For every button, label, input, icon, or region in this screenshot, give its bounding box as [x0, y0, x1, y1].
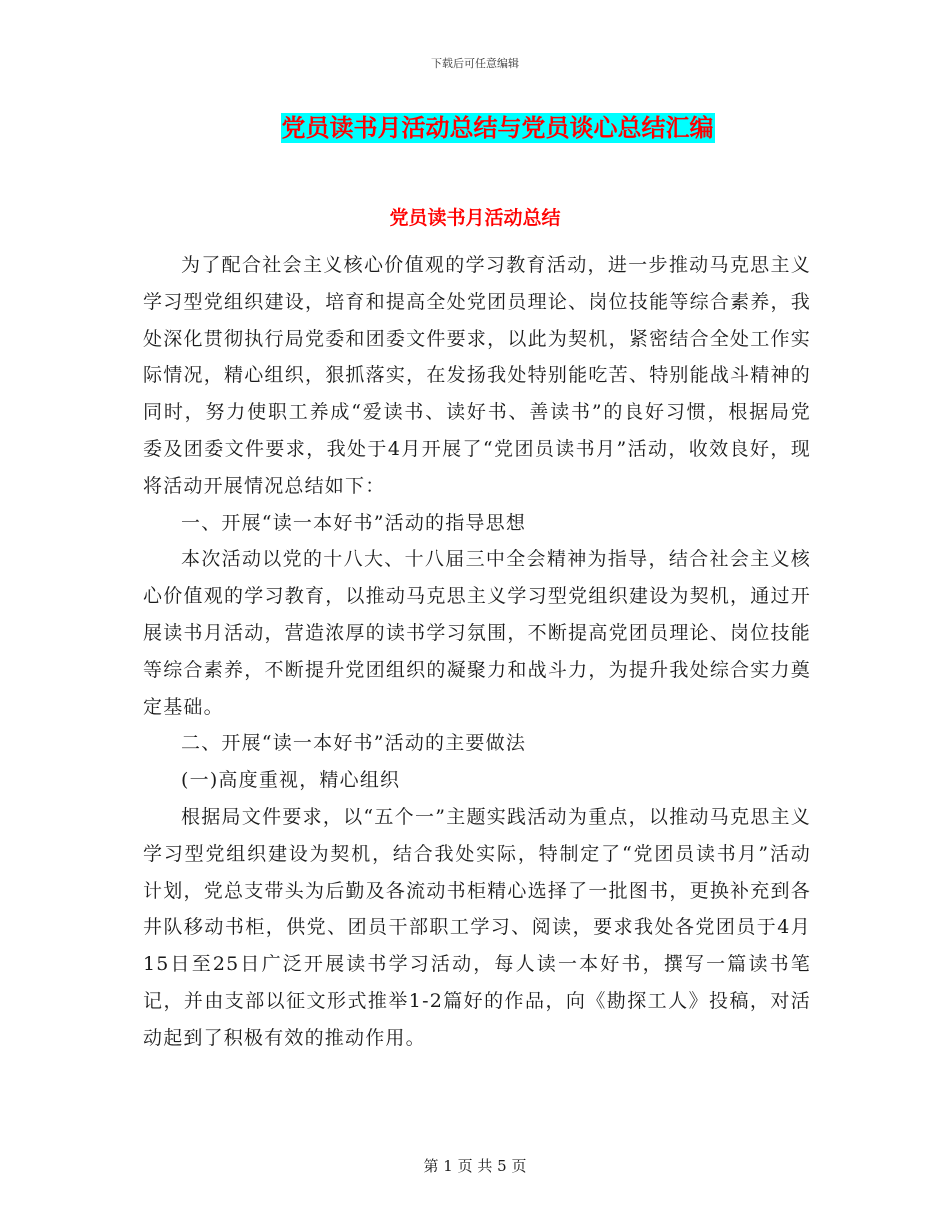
- paragraph-subheading-1: (一)高度重视，精心组织: [181, 769, 401, 792]
- document-title-text: 党员读书月活动总结与党员谈心总结汇编: [281, 114, 714, 142]
- page-footer: 第 1 页 共 5 页: [423, 1157, 527, 1175]
- header-note: 下载后可任意编辑: [431, 57, 519, 70]
- paragraph-heading-2: 二、开展“读一本好书”活动的主要做法: [181, 732, 527, 755]
- document-title: [0, 113, 950, 143]
- paragraph-heading-1: 一、开展“读一本好书”活动的指导思想: [181, 511, 527, 534]
- body-text: [143, 247, 811, 1057]
- paragraph-guiding-thought: 本次活动以党的十八大、十八届三中全会精神为指导，结合社会主义核心价值观的学习教育，以推动马克思主义学习型党组织建设为契机，通过开展读书月活动，营造浓厚的读书学习氛围，不断提高党团员理论、岗位技能等综合素养，不断提升党团组织的凝聚力和战斗力，为提升我处综合实力奠定基础。: [143, 548, 811, 718]
- paragraph-methods: 根据局文件要求，以“五个一”主题实践活动为重点，以推动马克思主义学习型党组织建设为契机，结合我处实际，特制定了“党团员读书月”活动计划，党总支带头为后勤及各流动书柜精心选择了一批图书，更换补充到各井队移动书柜，供党、团员干部职工学习、阅读，要求我处各党团员于4月15日至25日广泛开展读书学习活动，每人读一本好书，撰写一篇读书笔记，并由支部以征文形式推举1-2篇好的作品，向《勘探工人》投稿，对活动起到了积极有效的推动作用。: [143, 805, 811, 1049]
- section-title: 党员读书月活动总结: [389, 207, 561, 229]
- paragraph-intro: 为了配合社会主义核心价值观的学习教育活动，进一步推动马克思主义学习型党组织建设，培育和提高全处党团员理论、岗位技能等综合素养，我处深化贯彻执行局党委和团委文件要求，以此为契机，紧密结合全处工作实际情况，精心组织，狠抓落实，在发扬我处特别能吃苦、特别能战斗精神的同时，努力使职工养成“爱读书、读好书、善读书”的良好习惯，根据局党委及团委文件要求，我处于4月开展了“党团员读书月”活动，收效良好，现将活动开展情况总结如下：: [143, 254, 811, 497]
